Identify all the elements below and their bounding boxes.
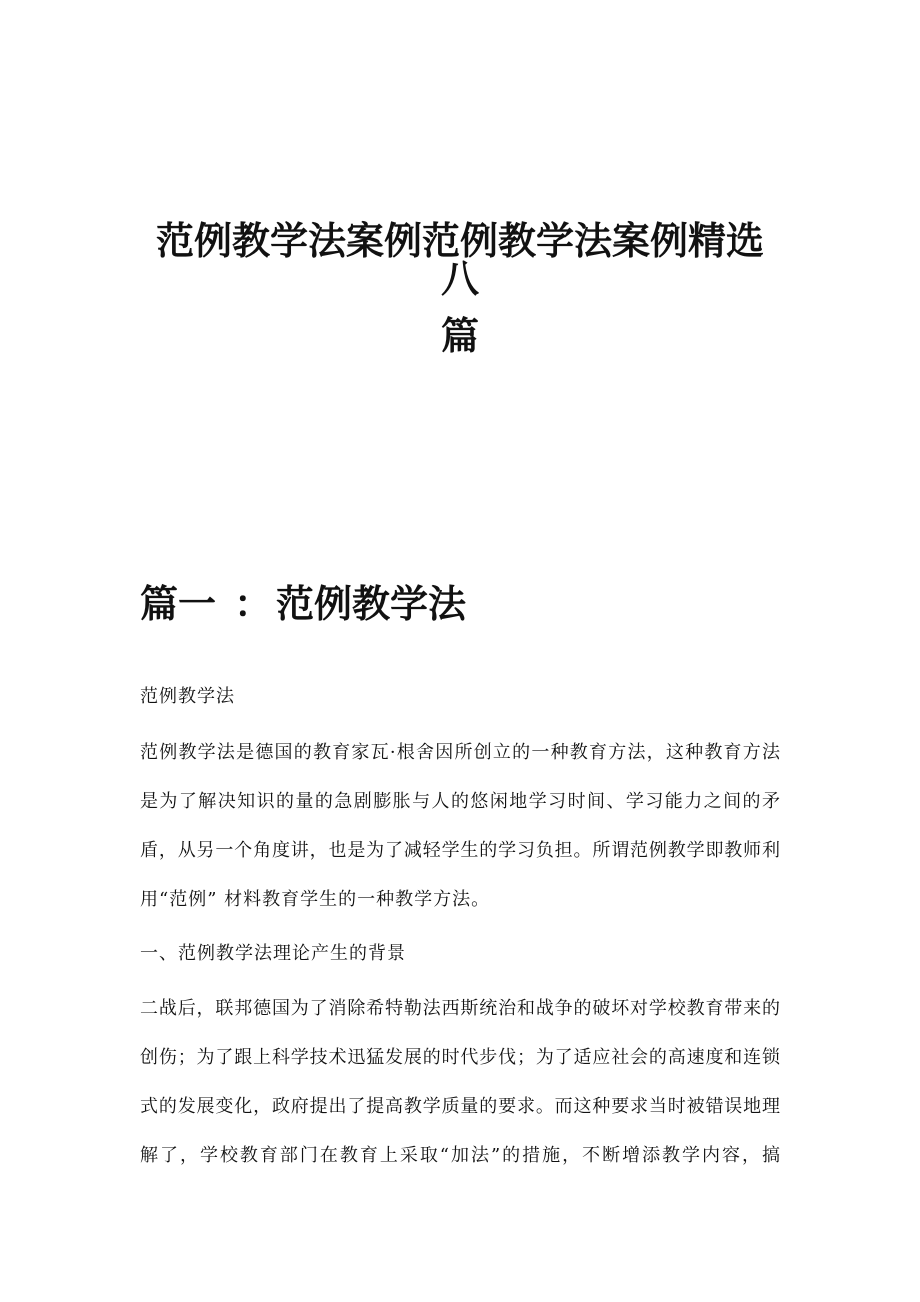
paragraph-line: 解了，学校教育部门在教育上采取“加法”的措施，不断增添教学内容，搞 (140, 1145, 780, 1166)
section-heading-colon: ： (234, 581, 273, 626)
section-heading-topic: 范例教学法 (276, 581, 467, 626)
paragraph-line: 范例教学法是德国的教育家瓦·根舍因所创立的一种教育方法，这种教育方法 (140, 742, 780, 763)
paragraph-subheading: 范例教学法 (140, 686, 235, 707)
paragraph-line: 二战后，联邦德国为了消除希特勒法西斯统治和战争的破坏对学校教育带来的 (140, 998, 780, 1019)
document-title-line-1: 范例教学法案例范例教学法案例精选八 (155, 218, 764, 301)
paragraph-line: 创伤；为了跟上科学技术迅猛发展的时代步伐；为了适应社会的高速度和连锁 (140, 1047, 780, 1068)
document-title-line-2: 篇 (440, 313, 479, 358)
paragraph-line: 盾，从另一个角度讲，也是为了减轻学生的学习负担。所谓范例教学即教师利 (140, 840, 780, 861)
paragraph-line: 是为了解决知识的量的急剧膨胀与人的悠闲地学习时间、学习能力之间的矛 (140, 791, 780, 812)
paragraph-line: 式的发展变化，政府提出了提高教学质量的要求。而这种要求当时被错误地理 (140, 1096, 780, 1117)
section-heading (140, 581, 467, 626)
subsection-heading: 一、范例教学法理论产生的背景 (140, 943, 406, 964)
paragraph-line: 用“范例” 材料教育学生的一种教学方法。 (140, 889, 491, 910)
section-heading-label: 篇一 (140, 581, 217, 626)
